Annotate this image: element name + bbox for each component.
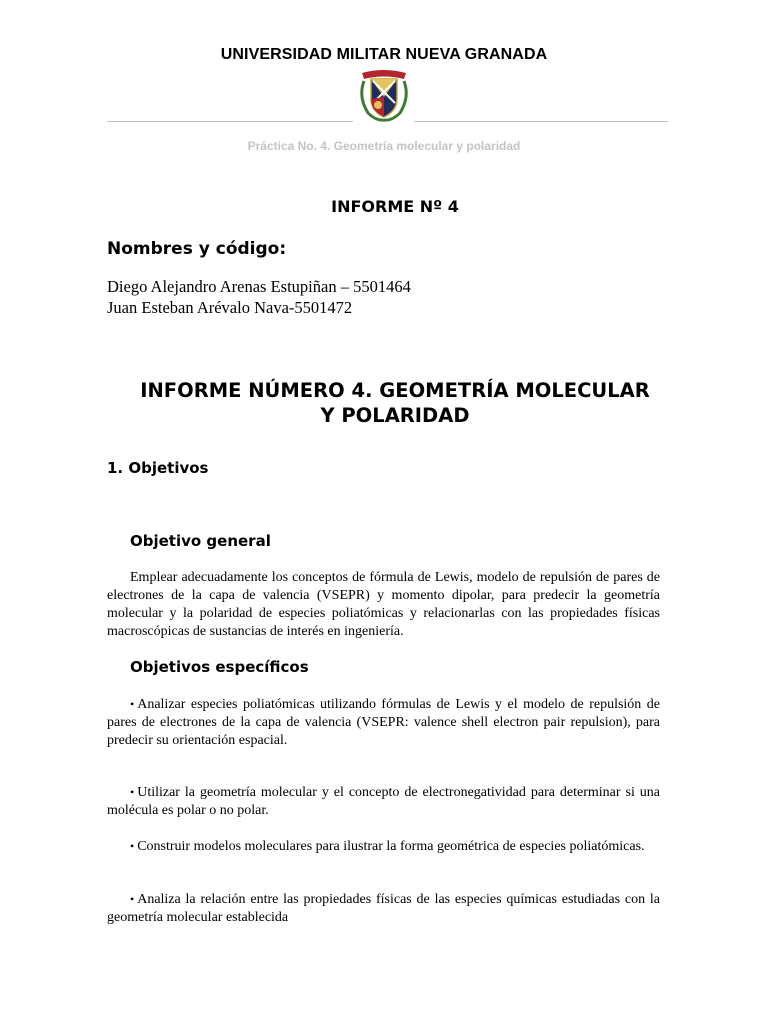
university-name: UNIVERSIDAD MILITAR NUEVA GRANADA <box>220 46 548 63</box>
names-heading: Nombres y código: <box>107 239 287 259</box>
report-label: INFORME Nº 4 <box>331 197 459 216</box>
bullet-icon: • <box>130 839 135 853</box>
specific-objective-2 <box>107 783 660 820</box>
specific-objective-4-text: Analiza la relación entre las propiedades físicas de las especies químicas estudiadas con la geometría molecular establecida <box>107 892 660 925</box>
report-title-line-2: Y POLARIDAD <box>320 404 470 427</box>
report-title <box>100 378 690 428</box>
university-crest-icon <box>354 67 414 123</box>
general-objective-text: Emplear adecuadamente los conceptos de fórmula de Lewis, modelo de repulsión de pares de electrones de la capa de valencia (VSEPR) y momento dipolar, para predecir la geometría molecular y la polaridad de especies poliatómicas y relacionarlas con las propiedades físicas macroscópicas de sustancias de interés en ingeniería. <box>107 570 660 639</box>
specific-objective-3-text: Construir modelos moleculares para ilustrar la forma geométrica de especies poliatómicas. <box>137 839 645 854</box>
specific-objective-3 <box>107 837 660 856</box>
objectives-heading: 1. Objetivos <box>107 459 209 477</box>
header-divider-left <box>107 121 353 122</box>
general-objective-heading: Objetivo general <box>130 532 271 550</box>
header-divider-right <box>414 121 668 122</box>
specific-objective-2-text: Utilizar la geometría molecular y el concepto de electronegatividad para determinar si una molécula es polar o no polar. <box>107 785 660 818</box>
bullet-icon: • <box>130 892 135 906</box>
report-title-line-1: INFORME NÚMERO 4. GEOMETRÍA MOLECULAR <box>140 379 650 402</box>
bullet-icon: • <box>130 785 135 799</box>
bullet-icon: • <box>130 697 135 711</box>
specific-objective-1 <box>107 695 660 750</box>
specific-objective-4 <box>107 890 660 927</box>
author-1: Diego Alejandro Arenas Estupiñan – 5501464 <box>107 277 411 296</box>
practice-subtitle: Práctica No. 4. Geometría molecular y polaridad <box>247 139 521 153</box>
author-2: Juan Esteban Arévalo Nava-5501472 <box>107 298 353 317</box>
specific-objective-1-text: Analizar especies poliatómicas utilizando fórmulas de Lewis y el modelo de repulsión de pares de electrones de la capa de valencia (VSEPR: valence shell electron pair repulsion), para predecir su orientación espacial. <box>107 697 660 748</box>
specific-objectives-heading: Objetivos específicos <box>130 658 309 676</box>
